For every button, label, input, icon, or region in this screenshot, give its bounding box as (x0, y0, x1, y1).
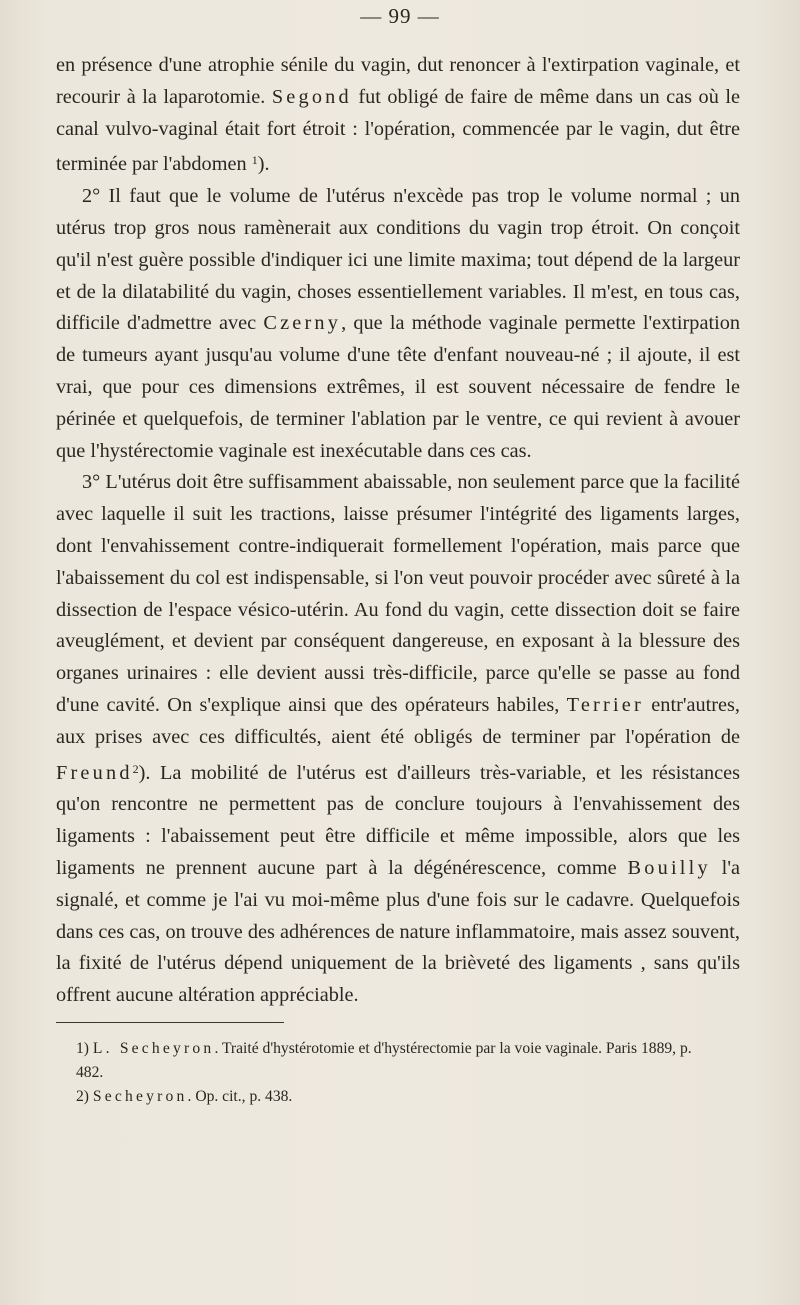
paragraph-text: fut obligé de faire de même dans un cas où le canal vulvo-vaginal était fort étroit : l'opération, commencée par le vagin, dut être terminée par l'abdomen (56, 85, 740, 176)
paragraph-text: entr'autres, aux prises avec ces difficultés, aient été obligés de terminer par l'opération de (56, 693, 740, 748)
paragraph-author-name: Segond (271, 85, 352, 108)
paragraph-text: l'a signalé, et comme je l'ai vu moi-même plus d'une fois sur le cadavre. Quelquefois dans ces cas, on trouve des adhérences de nature inflammatoire, mais assez souvent, la fixité de l'utérus dépend uniquement de la brièveté des ligaments , sans qu'ils offrent aucune altération appréciable. (56, 856, 740, 1007)
footnote-text: 2) (76, 1088, 93, 1105)
paragraph-text: 2° Il faut que le volume de l'utérus n'excède pas trop le volume normal ; un utérus trop gros nous ramènerait aux conditions du vagin trop étroit. On conçoit qu'il n'est guère possible d'indiquer ici une limite maxima; tout dépend de la largeur et de la dilatabilité du vagin, choses essentiellement variables. Il m'est, en tous cas, difficile d'admettre avec (56, 185, 740, 335)
paragraph-text: en présence d'une atrophie sénile du vagin, dut renoncer à l'extirpation vaginale, et recourir à la laparotomie. (56, 54, 740, 108)
page-number: — 99 — (360, 4, 440, 28)
paragraph-text: , que la méthode vaginale permette l'extirpation de tumeurs ayant jusqu'au volume d'une tête d'enfant nouveau-né ; il ajoute, il est vrai, que pour ces dimensions extrêmes, il est souvent nécessaire de fendre le périnée et quelquefois, de terminer l'ablation par le ventre, ce qui revient à avouer que l'hystérectomie vaginale est inexécutable dans ces cas. (56, 312, 740, 462)
paragraph-text: ). La mobilité de l'utérus est d'ailleurs très-variable, et les résistances qu'on rencontre ne permettent pas de conclure toujours à l'envahissement des ligaments : l'abaissement peut être difficile et même impossible, alors que les ligaments ne prennent aucune part à la dégénérescence, comme (56, 761, 740, 879)
paragraph-author-name: Terrier (566, 693, 644, 716)
paragraph-author-name: Bouilly (627, 856, 711, 879)
paragraph-footnote-ref: 2 (132, 761, 139, 776)
footnote-author-name: L. Secheyron (92, 1040, 215, 1057)
footnote-author-name: Secheyron (92, 1088, 188, 1105)
footnote-text: 1) (76, 1040, 93, 1057)
footnote-text: . Traité d'hystérotomie et d'hystérectomie par la voie vaginale. Paris 1889, p. 482. (76, 1040, 692, 1081)
footnote-divider (56, 1022, 284, 1023)
paragraph-atrophie (56, 50, 740, 181)
paragraph-footnote-ref: 1 (251, 153, 258, 168)
paragraph-volume-uterus (56, 181, 740, 467)
paragraph-author-name: Freund (56, 761, 133, 784)
paragraph-text: 3° L'utérus doit être suffisamment abaissable, non seulement parce que la facilité avec laquelle il suit les tractions, laisse présumer l'intégrité des ligaments larges, dont l'envahissement contre-indiquerait formellement l'opération, mais parce que l'abaissement du col est indispensable, si l'on veut pouvoir procéder avec sûreté à la dissection de l'espace vésico-utérin. Au fond du vagin, cette dissection doit se faire aveuglément, et devient par conséquent dangereuse, en exposant à la blessure des organes urinaires : elle devient aussi très-difficile, parce qu'elle se passe au fond d'une cavité. On s'explique ainsi que des opérateurs habiles, (56, 471, 740, 716)
body-text (56, 50, 740, 1012)
paragraph-author-name: Czerny (263, 312, 342, 335)
footnote-1 (56, 1037, 716, 1085)
paragraph-text: ). (257, 153, 270, 176)
paragraph-abaissable (56, 467, 740, 1012)
footnotes (56, 1037, 716, 1109)
footnote-2 (56, 1085, 716, 1109)
footnote-text: . Op. cit., p. 438. (187, 1088, 293, 1105)
